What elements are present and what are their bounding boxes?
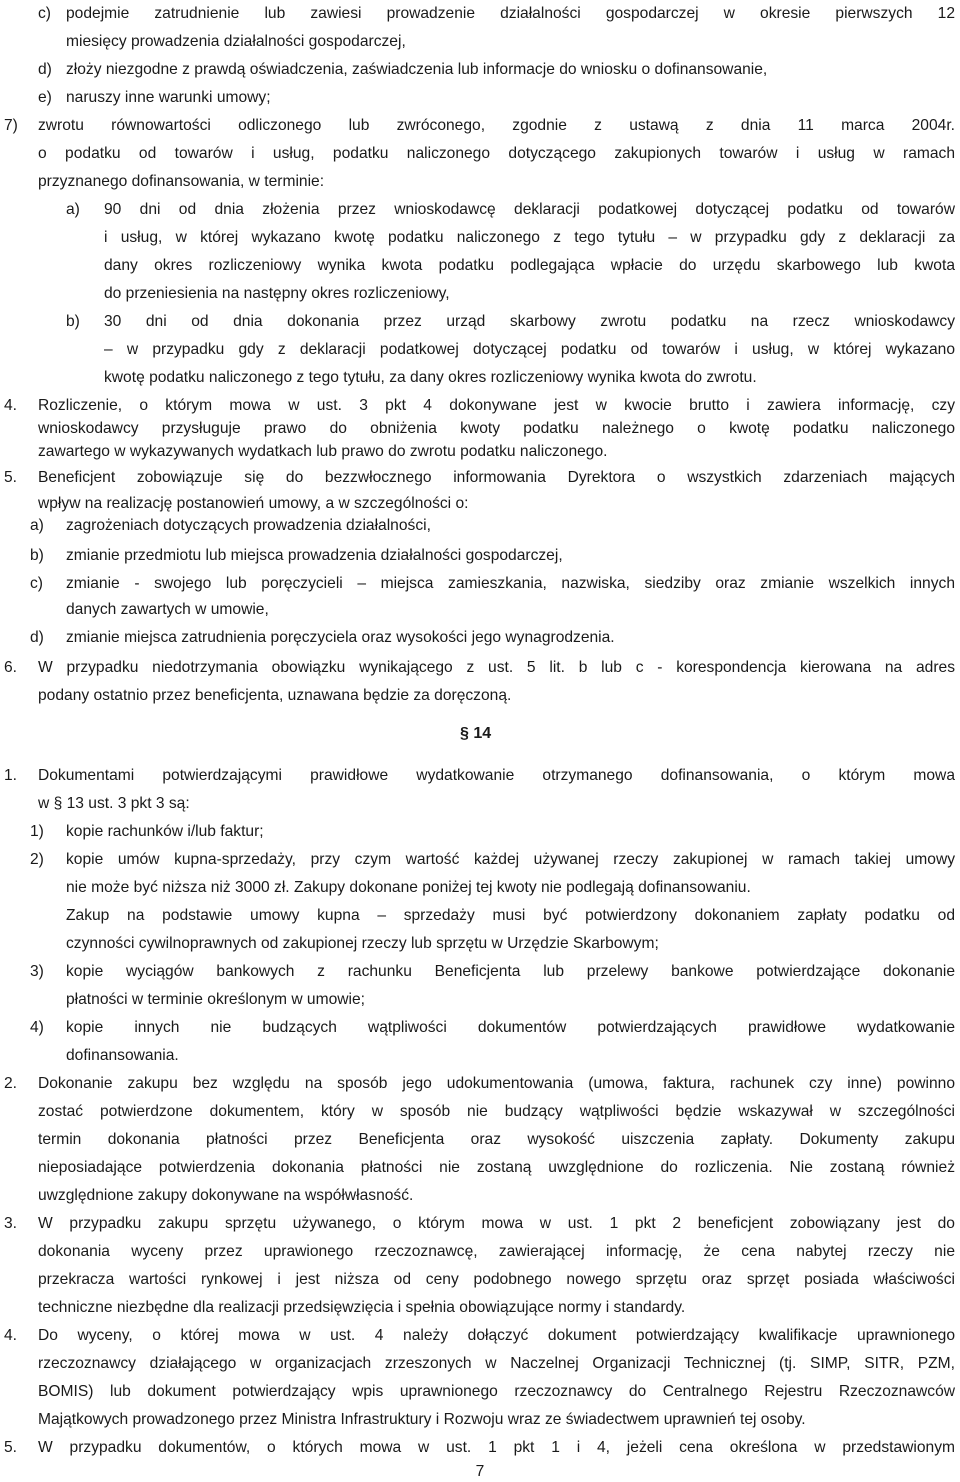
text-line: dofinansowania. [66,1047,179,1064]
list-marker: e) [38,89,52,106]
text-line: Dokumentami potwierdzającymi prawidłowe wydatkowanie otrzymanego dofinansowania, o którym mowa [38,767,955,784]
text-line: czynności cywilnoprawnych od zakupionej rzeczy lub sprzętu w Urzędzie Skarbowym; [66,935,659,952]
list-marker: 7) [4,117,18,134]
text-line: termin dokonania płatności przez Beneficjenta oraz wysokość uiszczenia zapłaty. Dokumenty zakupu [38,1131,955,1148]
text-line: Zakup na podstawie umowy kupna – sprzedaży musi być potwierdzony dokonaniem zapłaty podatku od [66,907,955,924]
text-line: nieposiadające potwierdzenia dokonania płatności nie zostaną uwzględnione do rozliczenia. Nie zostaną również [38,1159,955,1176]
text-line: zmianie miejsca zatrudnienia poręczyciela oraz wysokości jego wynagrodzenia. [66,629,615,646]
text-line: techniczne niezbędne dla realizacji przedsięwzięcia i spełnia obowiązujące normy i standardy. [38,1299,686,1316]
text-line: W przypadku niedotrzymania obowiązku wynikającego z ust. 5 lit. b lub c - korespondencja kierowana na adres [38,659,955,676]
text-line: 90 dni od dnia złożenia przez wnioskodawcę deklaracji podatkowej dotyczącej podatku od towarów [104,201,955,218]
text-line: kopie wyciągów bankowych z rachunku Beneficjenta lub przelewy bankowe potwierdzające dokonanie [66,963,955,980]
text-line: wpływ na realizację postanowień umowy, a w szczególności o: [38,495,469,512]
list-marker: 4. [4,1327,18,1344]
text-line: Dokonanie zakupu bez względu na sposób jego udokumentowania (umowa, faktura, rachunek czy inne) powinno [38,1075,955,1092]
text-line: Do wyceny, o której mowa w ust. 4 należy dołączyć dokument potwierdzający kwalifikacje uprawnionego [38,1327,955,1344]
text-line: o podatku od towarów i usług, podatku naliczonego dotyczącego zakupionych towarów i usług w ramach [38,145,955,162]
list-marker: 3. [4,1215,18,1232]
text-line: zawartego w wykazywanych wydatkach lub prawo do zwrotu podatku naliczonego. [38,443,608,460]
text-line: zmianie przedmiotu lub miejsca prowadzenia działalności gospodarczej, [66,547,563,564]
text-line: zostać potwierdzone dokumentem, który w sposób nie budzący wątpliwości będzie wskazywał w szczególności [38,1103,955,1120]
text-line: nie może być niższa niż 3000 zł. Zakupy dokonane poniżej tej kwoty nie podlegają dofinansowaniu. [66,879,751,896]
text-line: – w przypadku gdy z deklaracji podatkowej dotyczącej podatku od towarów i usług, w której wykazano [104,341,955,358]
text-line: złoży niezgodne z prawdą oświadczenia, zaświadczenia lub informacje do wniosku o dofinansowanie, [66,61,768,78]
list-marker: c) [38,5,51,22]
list-marker: 5. [4,1439,18,1456]
text-line: podany ostatnio przez beneficjenta, uznawana będzie za doręczoną. [38,687,512,704]
text-line: wnioskodawcy przysługuje prawo do obniżenia kwoty podatku należnego o kwotę podatku naliczonego [38,420,955,437]
text-line: danych zawartych w umowie, [66,601,269,618]
text-line: i usług, w której wykazano kwotę podatku naliczonego z tego tytułu – w przypadku gdy z deklaracji za [104,229,955,246]
list-marker: 4. [4,397,18,414]
text-line: dokonania wyceny przez uprawionego rzeczoznawcę, zawierającej informację, że cena nabytej rzeczy nie [38,1243,955,1260]
list-marker: 1. [4,767,18,784]
text-line: Beneficjent zobowiązuje się do bezzwłocznego informowania Dyrektora o wszystkich zdarzeniach mających [38,469,955,486]
list-marker: a) [30,517,44,534]
text-line: Majątkowych prowadzonego przez Ministra Infrastruktury i Rozwoju wraz ze świadectwem uprawnień tej osoby. [38,1411,806,1428]
text-line: zmianie - swojego lub poręczycieli – miejsca zamieszkania, nazwiska, siedziby oraz zmianie wszelkich innych [66,575,955,592]
text-line: kopie innych nie budzących wątpliwości dokumentów potwierdzających prawidłowe wydatkowanie [66,1019,955,1036]
text-line: W przypadku zakupu sprzętu używanego, o którym mowa w ust. 1 pkt 2 beneficjent zobowiązany jest do [38,1215,955,1232]
text-line: do przeniesienia na następny okres rozliczeniowy, [104,285,450,302]
list-marker: d) [38,61,52,78]
list-marker: d) [30,629,44,646]
list-marker: 5. [4,469,18,486]
text-line: BOMIS) lub dokument potwierdzający wpis uprawnionego rzeczoznawcy do Centralnego Rejestru Rzeczoznawców [38,1383,955,1400]
text-line: przyznanego dofinansowania, w terminie: [38,173,325,190]
text-line: kwotę podatku naliczonego z tego tytułu, za dany okres rozliczeniowy wynika kwota do zwrotu. [104,369,757,386]
text-line: 30 dni od dnia dokonania przez urząd skarbowy zwrotu podatku na rzecz wnioskodawcy [104,313,955,330]
section-heading: § 14 [460,725,492,742]
text-line: kopie rachunków i/lub faktur; [66,823,264,840]
list-marker: 1) [30,823,44,840]
list-marker: b) [30,547,44,564]
text-line: płatności w terminie określonym w umowie; [66,991,365,1008]
text-line: uwzględnione zakupy dokonywane na współwłasność. [38,1187,414,1204]
list-marker: 2) [30,851,44,868]
text-line: miesięcy prowadzenia działalności gospodarczej, [66,33,406,50]
text-line: zagrożeniach dotyczących prowadzenia działalności, [66,517,431,534]
text-line: naruszy inne warunki umowy; [66,89,271,106]
list-marker: 6. [4,659,18,676]
list-marker: b) [66,313,80,330]
list-marker: a) [66,201,80,218]
list-marker: 3) [30,963,44,980]
list-marker: c) [30,575,43,592]
text-line: kopie umów kupna-sprzedaży, przy czym wartość każdej używanej rzeczy zakupionej w ramach takiej umowy [66,851,955,868]
text-line: przekracza wartości rynkowej i jest niższa od ceny podobnego nowego sprzętu oraz sprzęt posiada właściwości [38,1271,955,1288]
page-number: 7 [475,1463,485,1480]
text-line: w § 13 ust. 3 pkt 3 są: [38,795,190,812]
text-line: podejmie zatrudnienie lub zawiesi prowadzenie działalności gospodarczej w okresie pierwszych 12 [66,5,955,22]
text-line: zwrotu równowartości odliczonego lub zwróconego, zgodnie z ustawą z dnia 11 marca 2004r. [38,117,955,134]
text-line: dany okres rozliczeniowy wynika kwota podatku podlegająca wpłacie do urzędu skarbowego lub kwota [104,257,955,274]
text-line: W przypadku dokumentów, o których mowa w ust. 1 pkt 1 i 4, jeżeli cena określona w przedstawionym [38,1439,955,1456]
list-marker: 2. [4,1075,18,1092]
text-line: rzeczoznawcy działającego w organizacjach zrzeszonych w Naczelnej Organizacji Technicznej (tj. SIMP, SITR, PZM, [38,1355,955,1372]
list-marker: 4) [30,1019,44,1036]
text-line: Rozliczenie, o którym mowa w ust. 3 pkt 4 dokonywane jest w kwocie brutto i zawiera informację, czy [38,397,955,414]
